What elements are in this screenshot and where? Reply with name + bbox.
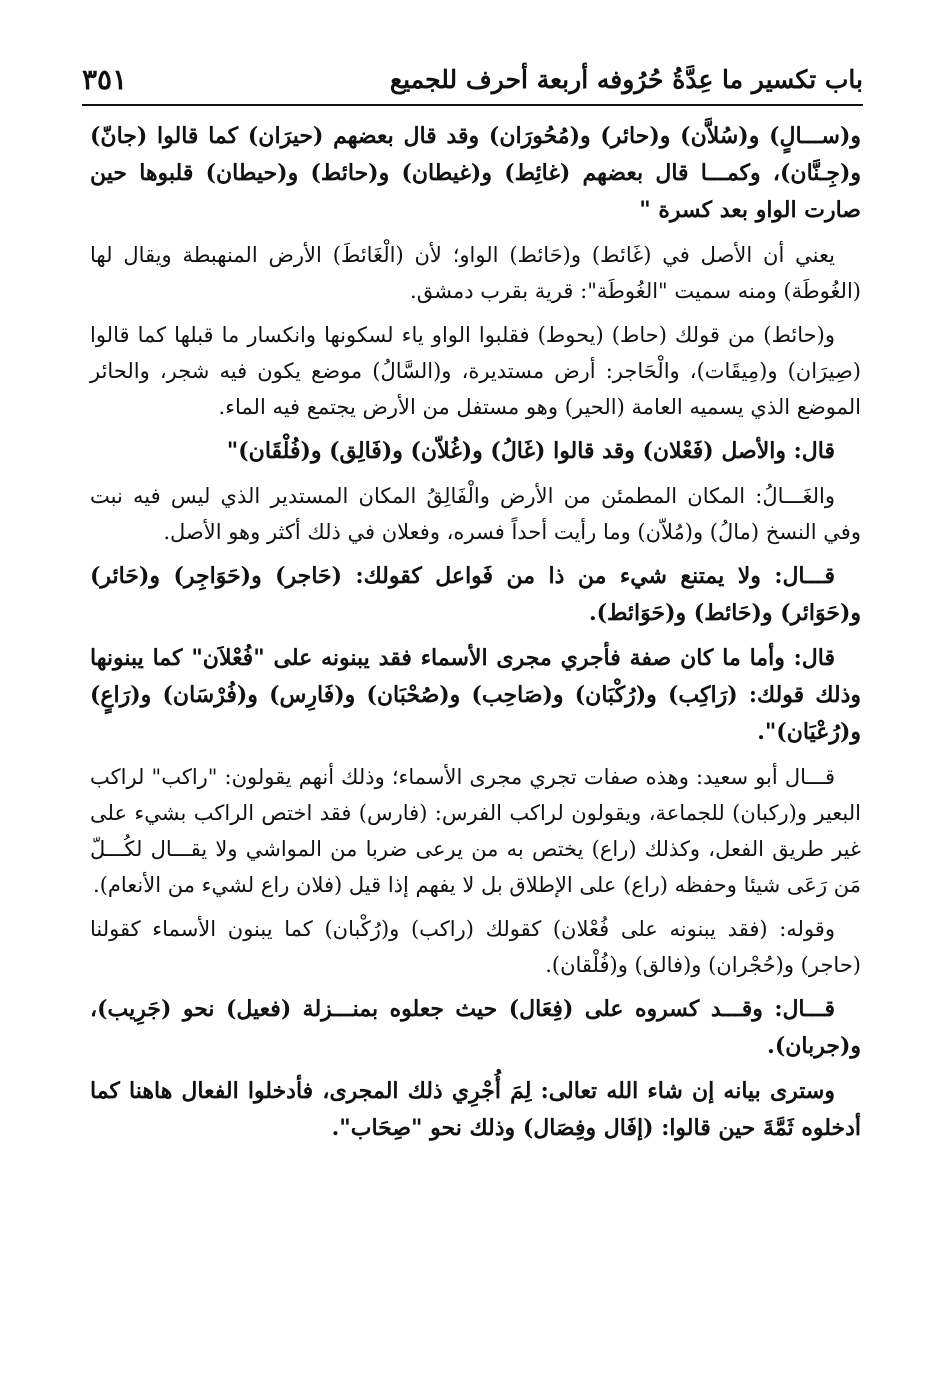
paragraph-quote-6: وسترى بيانه إن شاء الله تعالى: لِمَ أُجْرِي ذلك المجرى، فأدخلوا الفعال هاهنا كما أدخلوه ثَمَّةَ حين قالوا: (إفَال وفِصَال) وذلك نحو "صِحَاب". <box>90 1078 861 1141</box>
body-text <box>90 118 861 1155</box>
paragraph-commentary-5: وقوله: (فقد يبنونه على فُعْلان) كقولك (راكب) و(رُكْبان) كما يبنون الأسماء كقولنا (حاجر) و(حُجْران) و(فالق) و(فُلْقان). <box>90 917 861 977</box>
paragraph-quote-4: قال: وأما ما كان صفة فأجري مجرى الأسماء فقد يبنونه على "فُعْلاَن" كما يبنونها وذلك قولك: (رَاكِب) و(رُكْبَان) و(صَاحِب) و(صُحْبَان) و(فَارِس) و(فُرْسَان) و(رَاعٍ) و(رُعْيَان)". <box>90 645 861 745</box>
paragraph-quote-1: و(ســـالٍ) و(سُلاَّن) و(حائر) و(مُحُورَان) وقد قال بعضهم (حيرَان) كما قالوا (جانّ) و(جِـنَّان)، وكمـــا قال بعضهم (غائِط) و(غيطان) و(حائط) و(حيطان) قلبوها حين صارت الواو بعد كسرة " <box>90 123 861 223</box>
paragraph-commentary-2: و(حائط) من قولك (حاط) (يحوط) فقلبوا الواو ياء لسكونها وانكسار ما قبلها كما قالوا (صِيرَان) و(مِيقَات)، والْحَاجر: أرض مستديرة، و(السَّالُ) موضع يكون فيه شجر، والحائر الموضع الذي يسميه العامة (الحير) وهو مستفل من الأرض يجتمع فيه الماء. <box>90 323 861 419</box>
paragraph-commentary-4: قـــال أبو سعيد: وهذه صفات تجري مجرى الأسماء؛ وذلك أنهم يقولون: "راكب" لراكب البعير و(ركبان) للجماعة، ويقولون لراكب الفرس: (فارس) فقد اختص الراكب بشيء على غير طريق الفعل، وكذلك (راع) يختص به من يرعى ضربا من المواشي ولا يقـــال لكُـــلّ مَن رَعَى شيئا وحفظه (راع) على الإطلاق بل لا يفهم إذا قيل (فلان راع لشيء من الأنعام). <box>90 765 861 897</box>
paragraph-quote-2: قال: والأصل (فَعْلان) وقد قالوا (غَالُ) و(غُلاّن) و(فَالِق) و(فُلْقَان)" <box>226 438 835 464</box>
header-rule <box>82 104 863 106</box>
paragraph-commentary-3: والغَـــالُ: المكان المطمئن من الأرض والْفَالِقُ المكان المستدير الذي ليس فيه نبت وفي النسخ (مالُ) و(مُلاّن) وما رأيت أحداً فسره، وفعلان في ذلك أكثر وهو الأصل. <box>90 484 861 544</box>
paragraph-quote-3: قـــال: ولا يمتنع شيء من ذا من فَواعل كقولك: (حَاجر) و(حَوَاجِر) و(حَائر) و(حَوَائر) و(حَائط) و(حَوَائط). <box>90 563 861 626</box>
running-header <box>82 56 863 102</box>
chapter-title: باب تكسير ما عِدَّةُ حُرُوفه أربعة أحرف للجميع <box>389 64 863 94</box>
paragraph-quote-5: قـــال: وقـــد كسروه على (فِعَال) حيث جعلوه بمنـــزلة (فعيل) نحو (جَرِيب)، و(جربان). <box>90 996 861 1059</box>
page-number: ٣٥١ <box>82 62 128 96</box>
paragraph-commentary-1: يعني أن الأصل في (غَائط) و(حَائط) الواو؛ لأن (الْغَائطَ) الأرض المنهبطة ويقال لها (الغُوطَة) ومنه سميت "الغُوطَة": قرية بقرب دمشق. <box>90 243 861 303</box>
